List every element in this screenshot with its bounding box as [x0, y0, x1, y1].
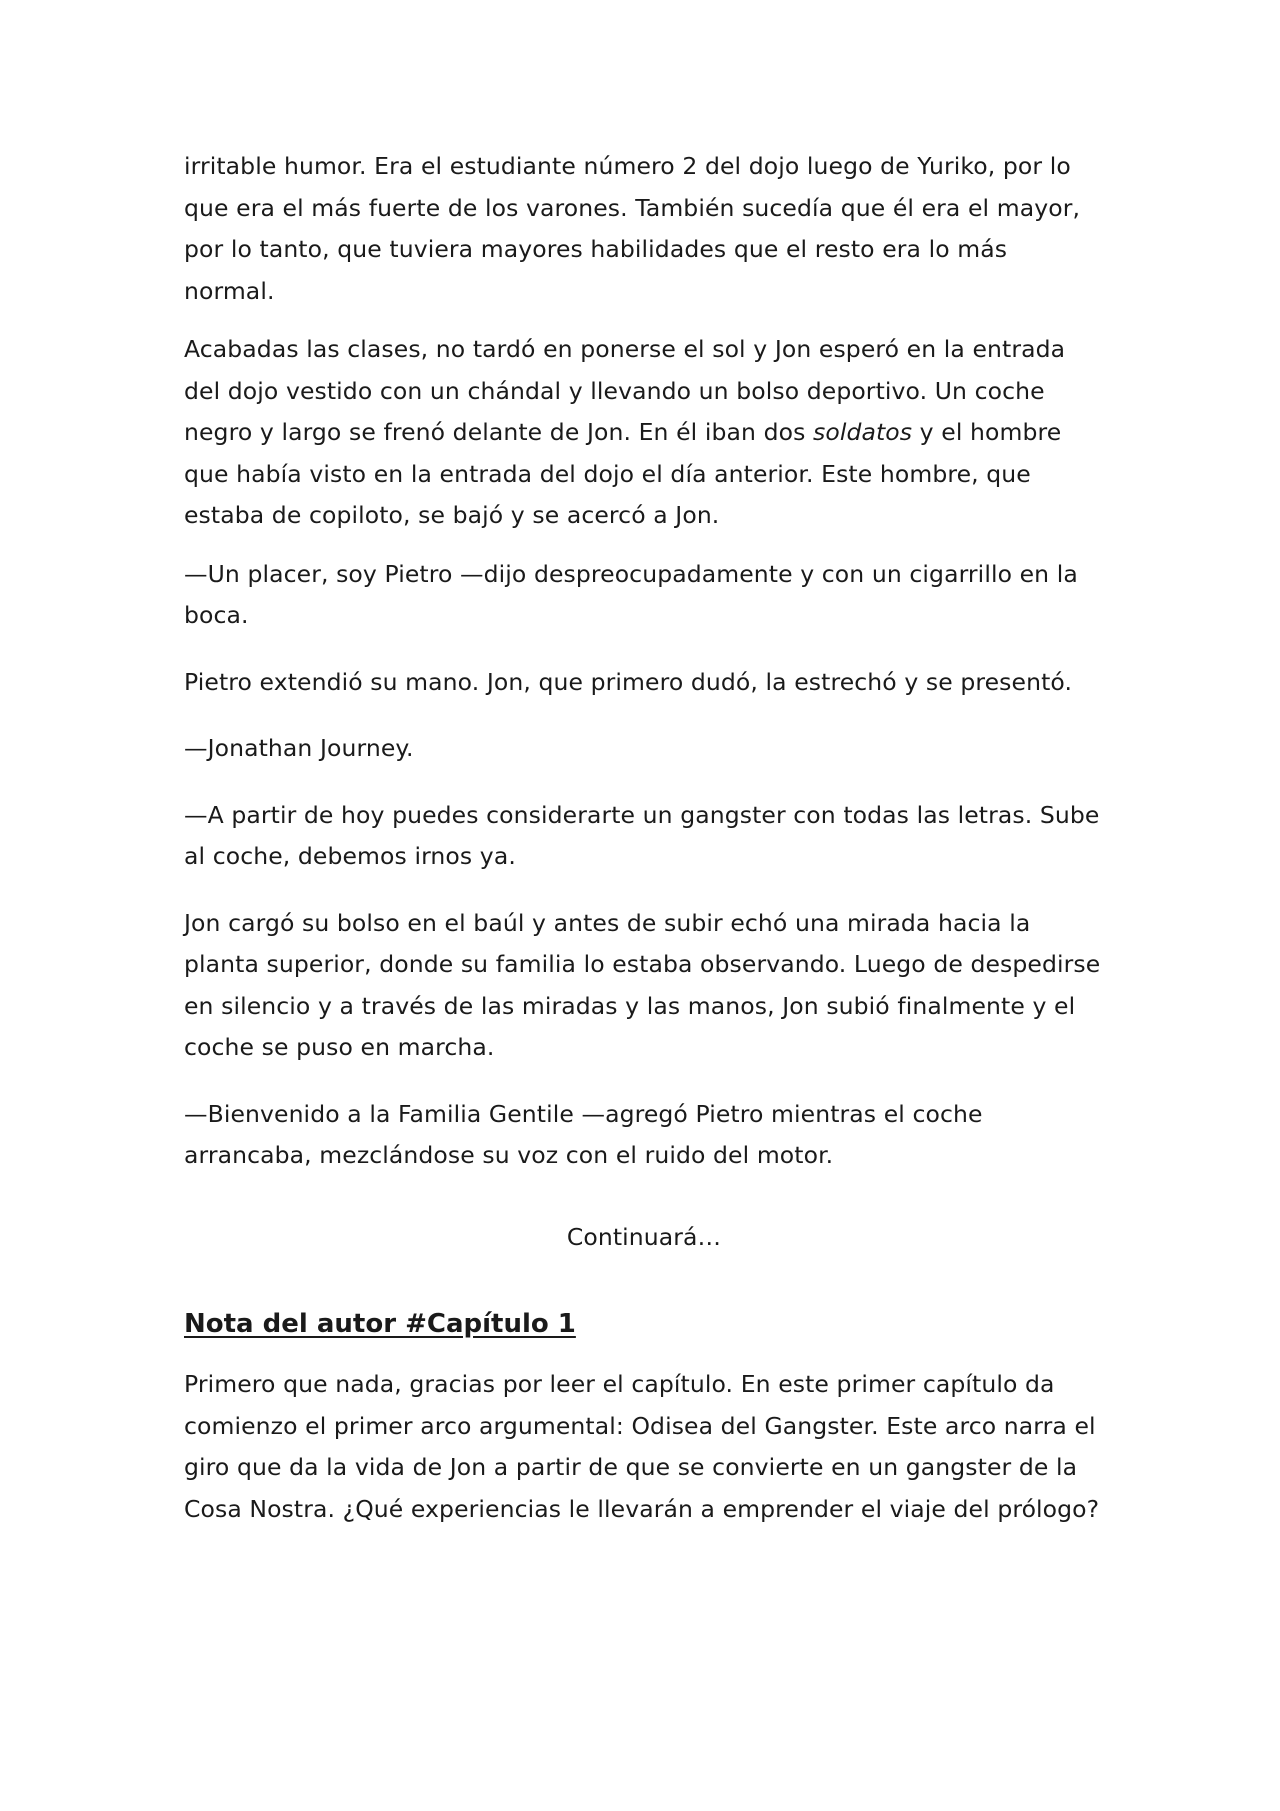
continued-label: Continuará…	[566, 1222, 722, 1251]
paragraph: Pietro extendió su mano. Jon, que primero dudó, la estrechó y se presentó.	[184, 667, 1073, 696]
paragraph: irritable humor. Era el estudiante número 2 del dojo luego de Yuriko, por lo que era el más fuerte de los varones. También sucedía que él era el mayor, por lo tanto, que tuviera mayores habilidades que el resto era lo más normal.	[184, 152, 1081, 305]
dialogue-line: —Jonathan Journey.	[184, 734, 414, 762]
dialogue-line: —A partir de hoy puedes considerarte un gangster con todas las letras. Sube al coche, debemos irnos ya.	[184, 800, 1100, 870]
italic-word: soldatos	[813, 418, 913, 446]
paragraph	[184, 329, 1104, 537]
paragraph-text: Acabadas las clases, no tardó en ponerse el sol y Jon esperó en la entrada del dojo vestido con un chándal y llevando un bolso deportivo. Un coche negro y largo se frenó delante de Jon. En él iban dos	[184, 335, 1066, 446]
dialogue-line: —Un placer, soy Pietro —dijo despreocupadamente y con un cigarrillo en la boca.	[184, 559, 1078, 629]
paragraph-text: y el hombre que había visto en la entrada del dojo el día anterior. Este hombre, que estaba de copiloto, se bajó y se acercó a Jon.	[184, 418, 1062, 529]
paragraph: Jon cargó su bolso en el baúl y antes de subir echó una mirada hacia la planta superior, donde su familia lo estaba observando. Luego de despedirse en silencio y a través de las miradas y las manos, Jon subió finalmente y el coche se puso en marcha.	[184, 908, 1101, 1061]
author-note-text: Primero que nada, gracias por leer el capítulo. En este primer capítulo da comienzo el primer arco argumental: Odisea del Gangster. Este arco narra el giro que da la vida de Jon a partir de que se convierte en un gangster de la Cosa Nostra. ¿Qué experiencias le llevarán a emprender el viaje del prólogo?	[184, 1370, 1100, 1523]
author-note-heading: Nota del autor #Capítulo 1	[184, 1309, 576, 1339]
dialogue-line: —Bienvenido a la Familia Gentile —agregó Pietro mientras el coche arrancaba, mezclándose su voz con el ruido del motor.	[184, 1099, 983, 1169]
document-page	[184, 146, 1104, 1547]
